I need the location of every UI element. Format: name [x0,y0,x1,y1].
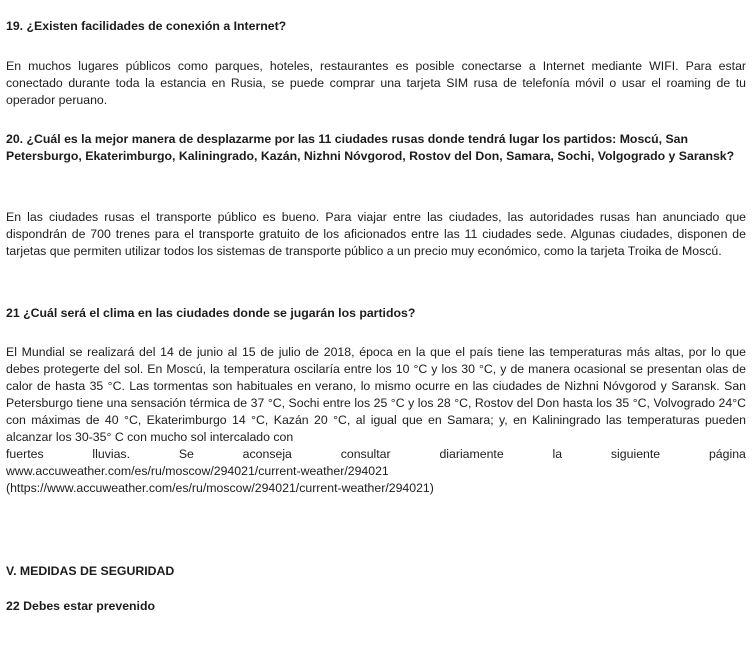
word: fuertes [6,447,44,461]
word: Se [178,447,194,461]
question-19-body: En muchos lugares públicos como parques, hoteles, restaurantes es posible conectarse a Internet mediante WIFI. Para estar conectado durante toda la estancia en Rusia, se puede comprar una tarjeta SIM rusa de telefonía móvil o usar el roaming de tu operador peruano. [6,59,746,107]
question-21-block [6,344,746,497]
question-20-heading: 20. ¿Cuál es la mejor manera de desplazarme por las 11 ciudades rusas donde tendrá lugar los partidos: Moscú, San Petersburgo, Ekaterimburgo, Kaliningrado, Kazán, Nizhni Nóvgorod, Rostov del Don, Samara, Sochi, Volgogrado y Saransk? [6,132,735,163]
word: consultar [340,447,391,461]
question-19-heading: 19. ¿Existen facilidades de conexión a Internet? [6,19,287,33]
question-20-body: En las ciudades rusas el transporte público es bueno. Para viajar entre las ciudades, las autoridades rusas han anunciado que dispondrán de 700 trenes para el transporte gratuito de los aficionados entre las 11 ciudades sede. Algunas ciudades, disponen de tarjetas que permiten utilizar todos los sistemas de transporte público a un precio muy económico, como la tarjeta Troika de Moscú. [6,210,746,258]
word: página [708,447,746,461]
word: siguiente [610,447,661,461]
weather-url-link[interactable]: www.accuweather.com/es/ru/moscow/294021/current-weather/294021 [6,464,389,478]
question-21-last-line [6,446,746,463]
question-21-heading: 21 ¿Cuál será el clima en las ciudades donde se jugarán los partidos? [6,306,416,320]
word: diariamente [439,447,504,461]
weather-url-full-link[interactable]: (https://www.accuweather.com/es/ru/moscow/294021/current-weather/294021) [6,481,434,495]
word: la [552,447,563,461]
question-22-heading: 22 Debes estar prevenido [6,599,155,613]
word: aconseja [242,447,292,461]
question-21-body: El Mundial se realizará del 14 de junio al 15 de julio de 2018, época en la que el país tiene las temperaturas más altas, por lo que debes protegerte del sol. En Moscú, la temperatura oscilaría entre los 10 °C y los 30 °C, y de manera ocasional se presentan olas de calor de hasta 35 °C. Las tormentas son habituales en verano, lo mismo ocurre en las ciudades de Nizhni Nóvgorod y Saransk. San Petersburgo tiene una sensación térmica de 37 °C, Sochi entre los 25 °C y los 28 °C, Rostov del Don hasta los 35 °C, Volvogrado 24°C con máximas de 40 °C, Ekaterimburgo 14 °C, Kazán 20 °C, al igual que en Samara; y, en Kaliningrado las temperaturas pueden alcanzar los 30-35° C con mucho sol intercalado con [6,345,746,444]
word: lluvias. [92,447,130,461]
section-5-heading: V. MEDIDAS DE SEGURIDAD [6,564,175,578]
